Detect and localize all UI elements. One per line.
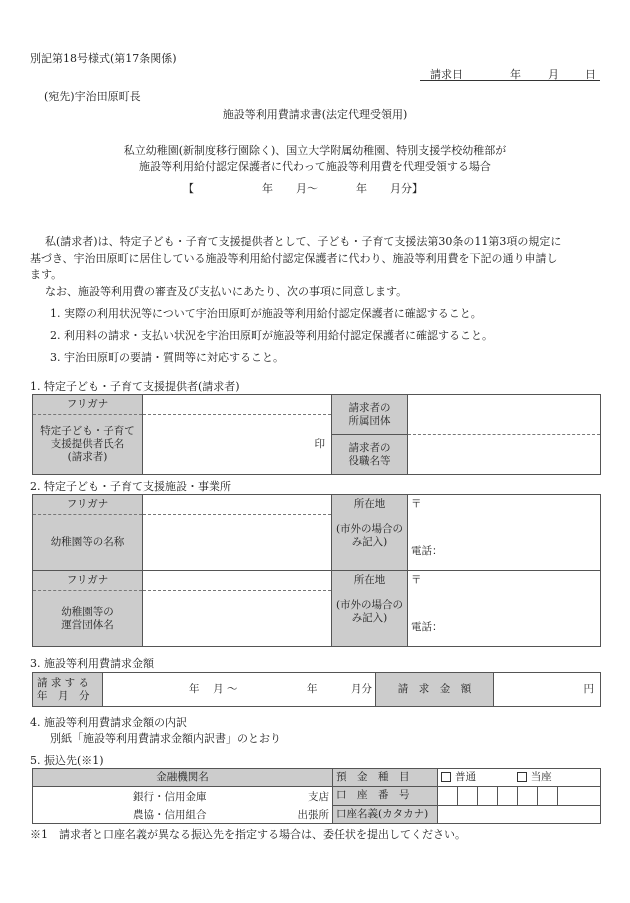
- agency-text: 出張所: [297, 809, 329, 821]
- facility-furigana-field[interactable]: [143, 495, 332, 515]
- facility-address-label: [332, 495, 408, 571]
- amount-label: 請 求 金 額: [376, 673, 494, 707]
- account-digit[interactable]: [458, 787, 478, 806]
- period-month-2-field[interactable]: [321, 673, 376, 707]
- period-month-2-unit: 月分: [351, 683, 372, 695]
- subtitle-line-1: 私立幼稚園(新制度移行園除く)、国立大学附属幼稚園、特別支援学校幼稚部が: [123, 144, 507, 157]
- facility-phone-label: 電話：: [411, 545, 443, 557]
- consent-list: [50, 303, 493, 369]
- operator-label-line-2: 運営団体名: [61, 618, 114, 631]
- address-note-line-1: (市外の場合の: [335, 599, 404, 611]
- org-field[interactable]: [408, 395, 601, 435]
- facility-name-label: 幼稚園等の名称: [33, 515, 143, 571]
- period-label-line-2: 年 月 分: [37, 689, 90, 702]
- period-month-1: 月～: [296, 182, 318, 195]
- section-5-heading: 5. 振込先(※1): [30, 754, 104, 767]
- facility-table: [32, 494, 601, 647]
- provider-name-label: [33, 415, 143, 475]
- consent-item: 2. 利用料の請求・支払い状況を宇治田原町が施設等利用給付認定保護者に確認すること。: [50, 329, 493, 342]
- yen-unit: 円: [583, 683, 594, 695]
- intro-line-1: 私(請求者)は、特定子ども・子育て支援提供者として、子ども・子育て支援法第30条の11第3項の規定に: [45, 235, 562, 248]
- operator-phone-label: 電話：: [411, 621, 443, 633]
- bank-name-label: 金融機関名: [33, 769, 333, 787]
- role-label-line-2: 役職名等: [348, 454, 391, 467]
- account-digit[interactable]: [438, 787, 458, 806]
- name-label-line-2: 支援提供者氏名: [50, 438, 125, 450]
- amount-field[interactable]: [494, 673, 601, 707]
- form-title: 施設等利用費請求書(法定代理受領用): [222, 108, 408, 121]
- account-digit[interactable]: [538, 787, 558, 806]
- period-year-2-field[interactable]: [241, 673, 321, 707]
- period-label-line-1: 請 求 す る: [37, 676, 90, 689]
- operator-address-field[interactable]: [408, 571, 601, 647]
- postal-mark: 〒: [411, 574, 422, 586]
- section-1-heading: 1. 特定子ども・子育て支援提供者(請求者): [30, 380, 240, 393]
- org-label: [332, 395, 408, 435]
- role-label: [332, 435, 408, 475]
- period-month-1-field[interactable]: [203, 673, 241, 707]
- org-label-line-2: 所属団体: [348, 414, 391, 427]
- amount-table: [32, 672, 601, 707]
- period-month-2: 月分】: [390, 182, 423, 195]
- date-day-unit: 日: [585, 68, 596, 81]
- address-label: 所在地: [353, 574, 386, 586]
- intro-line-2: 基づき、宇治田原町に居住している施設等利用給付認定保護者に代わり、施設等利用費を下記の通り申請し: [30, 251, 558, 265]
- consent-text: なお、施設等利用費の審査及び支払いにあたり、次の事項に同意します。: [45, 284, 408, 298]
- ordinary-checkbox[interactable]: [441, 772, 451, 782]
- operator-name-field[interactable]: [143, 591, 332, 647]
- addressee: (宛先)宇治田原町長: [44, 90, 141, 103]
- role-label-line-1: 請求者の: [348, 441, 391, 454]
- branch-text: 支店: [308, 791, 329, 803]
- form-number: 別記第18号様式(第17条関係): [30, 52, 177, 65]
- consent-item: 1. 実際の利用状況等について宇治田原町が施設等利用給付認定保護者に確認すること。: [50, 307, 482, 320]
- address-note-line-2: み記入): [351, 612, 388, 624]
- account-digit[interactable]: [518, 787, 538, 806]
- period-year-1: 年: [262, 182, 273, 195]
- intro-line-3: ます。: [30, 268, 63, 281]
- period-year-1-field[interactable]: [103, 673, 203, 707]
- current-label: 当座: [530, 771, 552, 783]
- account-number-label: 口 座 番 号: [333, 787, 438, 806]
- period-label: [33, 673, 103, 707]
- account-digit[interactable]: [558, 787, 601, 806]
- postal-mark: 〒: [411, 498, 422, 510]
- footnote: ※1 請求者と口座名義が異なる振込先を指定する場合は、委任状を提出してください。: [30, 828, 466, 841]
- operator-label-line-1: 幼稚園等の: [61, 605, 114, 618]
- ordinary-label: 普通: [455, 771, 476, 783]
- intro-paragraph: [30, 234, 610, 300]
- section-2-heading: 2. 特定子ども・子育て支援施設・事業所: [30, 480, 231, 493]
- deposit-type-field: [438, 769, 601, 787]
- agri-type-text: 農協・信用組合: [133, 809, 207, 821]
- operator-name-label: [33, 591, 143, 647]
- period-bracket-open: 【: [183, 182, 194, 195]
- section-3-heading: 3. 施設等利用費請求金額: [30, 657, 154, 670]
- operator-furigana-label: フリガナ: [33, 571, 143, 591]
- facility-name-field[interactable]: [143, 515, 332, 571]
- name-label-line-1: 特定子ども・子育て: [40, 425, 135, 437]
- date-label: 請求日: [430, 68, 463, 81]
- address-note-line-2: み記入): [351, 536, 388, 548]
- date-year-unit: 年: [510, 68, 521, 81]
- provider-table: [32, 394, 601, 475]
- operator-address-label: [332, 571, 408, 647]
- address-note-line-1: (市外の場合の: [335, 523, 404, 535]
- account-digit[interactable]: [498, 787, 518, 806]
- account-digit[interactable]: [478, 787, 498, 806]
- consent-item: 3. 宇治田原町の要請・質問等に対応すること。: [50, 351, 284, 364]
- period-year-2-unit: 年: [307, 683, 318, 695]
- bank-name-field[interactable]: [33, 787, 333, 824]
- account-holder-field[interactable]: [438, 805, 601, 824]
- account-holder-label: 口座名義(カタカナ): [333, 805, 438, 824]
- period-year-1-unit: 年: [189, 683, 200, 695]
- operator-furigana-field[interactable]: [143, 571, 332, 591]
- bank-table: [32, 768, 601, 824]
- section-4-heading: 4. 施設等利用費請求金額の内訳: [30, 716, 187, 729]
- period-year-2: 年: [356, 182, 367, 195]
- address-label: 所在地: [353, 498, 386, 510]
- deposit-type-label: 預 金 種 目: [333, 769, 438, 787]
- org-label-line-1: 請求者の: [348, 401, 391, 414]
- breakdown-note: 別紙「施設等利用費請求金額内訳書」のとおり: [50, 732, 281, 745]
- provider-furigana-field[interactable]: [143, 395, 332, 415]
- seal-mark: 印: [314, 438, 325, 450]
- subtitle-line-2: 施設等利用給付認定保護者に代わって施設等利用費を代理受領する場合: [139, 160, 491, 173]
- provider-name-field[interactable]: [143, 415, 332, 475]
- name-label-line-3: (請求者): [67, 451, 108, 463]
- facility-furigana-label: フリガナ: [33, 495, 143, 515]
- current-checkbox[interactable]: [517, 772, 527, 782]
- period-month-1-unit: 月 ～: [213, 683, 238, 695]
- furigana-label: フリガナ: [33, 395, 143, 415]
- date-month-unit: 月: [548, 68, 559, 81]
- role-field[interactable]: [408, 435, 601, 475]
- facility-address-field[interactable]: [408, 495, 601, 571]
- bank-type-text: 銀行・信用金庫: [133, 791, 207, 803]
